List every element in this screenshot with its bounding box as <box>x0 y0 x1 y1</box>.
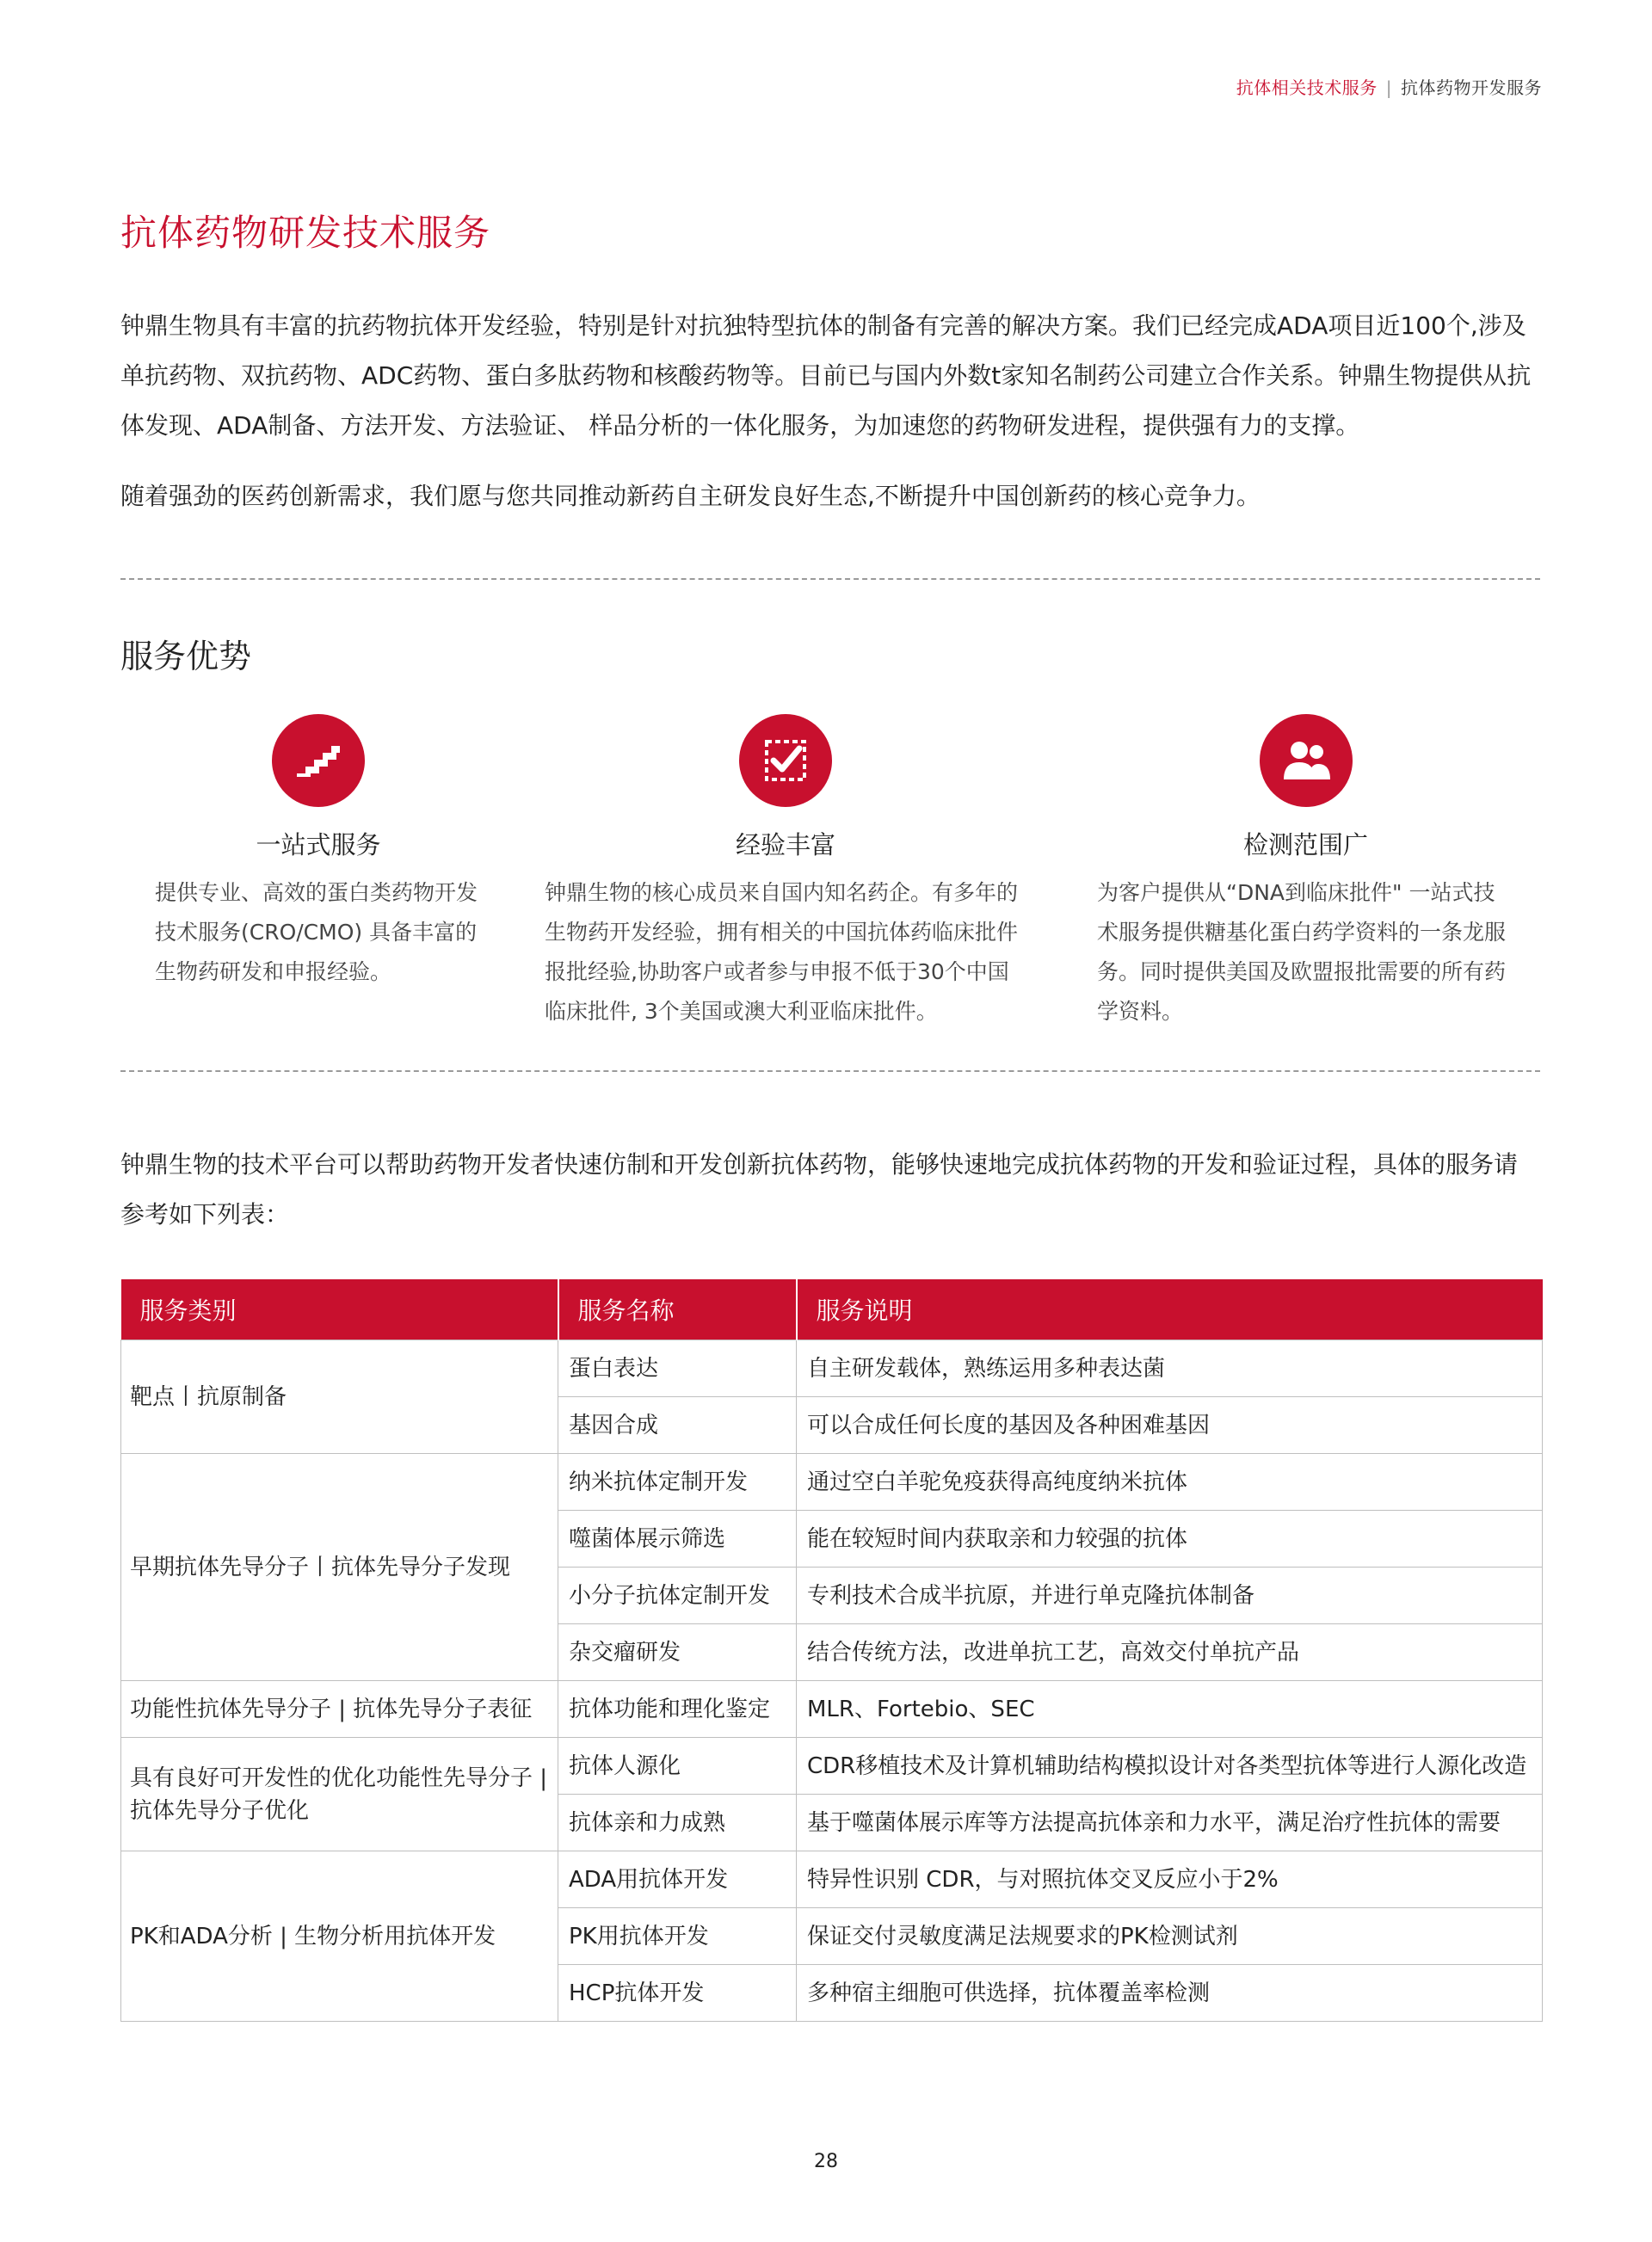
service-name: 抗体亲和力成熟 <box>558 1795 797 1851</box>
service-category: PK和ADA分析 | 生物分析用抗体开发 <box>121 1851 558 2022</box>
service-desc: 通过空白羊驼免疫获得高纯度纳米抗体 <box>797 1454 1543 1511</box>
stairs-icon <box>272 714 365 807</box>
platform-text: 钟鼎生物的技术平台可以帮助药物开发者快速仿制和开发创新抗体药物，能够快速地完成抗体药物的开发和验证过程，具体的服务请参考如下列表： <box>120 1150 1519 1229</box>
table-row <box>121 1738 1543 1795</box>
service-category: 具有良好可开发性的优化功能性先导分子 | 抗体先导分子优化 <box>121 1738 558 1851</box>
service-category: 功能性抗体先导分子 | 抗体先导分子表征 <box>121 1681 558 1738</box>
service-desc: 基于噬菌体展示库等方法提高抗体亲和力水平，满足治疗性抗体的需要 <box>797 1795 1543 1851</box>
table-row <box>121 1681 1543 1738</box>
advantage-item-experience <box>545 714 1026 1032</box>
service-name: 抗体人源化 <box>558 1738 797 1795</box>
service-name: 小分子抗体定制开发 <box>558 1568 797 1624</box>
dashed-divider <box>120 1070 1540 1072</box>
service-desc: 保证交付灵敏度满足法规要求的PK检测试剂 <box>797 1908 1543 1965</box>
service-category: 早期抗体先导分子丨抗体先导分子发现 <box>121 1454 558 1681</box>
breadcrumb <box>1236 74 1542 99</box>
service-name: 抗体功能和理化鉴定 <box>558 1681 797 1738</box>
service-name: ADA用抗体开发 <box>558 1851 797 1908</box>
page-title: 抗体药物研发技术服务 <box>120 212 491 254</box>
table-row <box>121 1340 1543 1397</box>
advantage-item-wide-range <box>1097 714 1514 1032</box>
service-name: 蛋白表达 <box>558 1340 797 1397</box>
advantage-desc: 为客户提供从“DNA到临床批件" 一站式技术服务提供糖基化蛋白药学资料的一条龙服务。同时提供美国及欧盟报批需要的所有药学资料。 <box>1097 880 1507 1024</box>
advantage-desc: 钟鼎生物的核心成员来自国内知名药企。有多年的生物药开发经验，拥有相关的中国抗体药临床批件报批经验,协助客户或者参与申报不低于30个中国临床批件, 3个美国或澳大利亚临床批件。 <box>545 880 1019 1024</box>
service-name: 纳米抗体定制开发 <box>558 1454 797 1511</box>
advantage-title: 经验丰富 <box>735 830 835 859</box>
table-row <box>121 1454 1543 1511</box>
service-desc: 特异性识别 CDR，与对照抗体交叉反应小于2% <box>797 1851 1543 1908</box>
service-desc: 结合传统方法，改进单抗工艺，高效交付单抗产品 <box>797 1624 1543 1681</box>
service-desc: 能在较短时间内获取亲和力较强的抗体 <box>797 1511 1543 1568</box>
people-icon <box>1260 714 1353 807</box>
column-header: 服务类别 <box>121 1279 558 1340</box>
column-header: 服务说明 <box>797 1279 1543 1340</box>
service-name: HCP抗体开发 <box>558 1965 797 2022</box>
checkbox-icon <box>739 714 832 807</box>
service-desc: 多种宿主细胞可供选择，抗体覆盖率检测 <box>797 1965 1543 2022</box>
service-table <box>120 1279 1543 2022</box>
breadcrumb-separator: | <box>1385 77 1392 98</box>
breadcrumb-section: 抗体相关技术服务 <box>1236 77 1378 98</box>
service-desc: 专利技术合成半抗原，并进行单克隆抗体制备 <box>797 1568 1543 1624</box>
intro-paragraph-2: 随着强劲的医药创新需求，我们愿与您共同推动新药自主研发良好生态,不断提升中国创新药的核心竞争力。 <box>120 482 1261 510</box>
breadcrumb-page: 抗体药物开发服务 <box>1401 77 1542 98</box>
advantage-item-one-stop <box>155 714 482 992</box>
intro-paragraph-1: 钟鼎生物具有丰富的抗药物抗体开发经验，特别是针对抗独特型抗体的制备有完善的解决方案。我们已经完成ADA项目近100个,涉及单抗药物、双抗药物、ADC药物、蛋白多肽药物和核酸药物等。目前已与国内外数t家知名制药公司建立合作关系。钟鼎生物提供从抗体发现、ADA制备、方法开发、方法验证、 样品分析的一体化服务，为加速您的药物研发进程，提供强有力的支撑。 <box>120 311 1532 440</box>
service-desc: MLR、Fortebio、SEC <box>797 1681 1543 1738</box>
advantage-title: 检测范围广 <box>1242 830 1368 859</box>
table-header-row <box>121 1279 1543 1340</box>
service-category: 靶点丨抗原制备 <box>121 1340 558 1454</box>
service-name: PK用抗体开发 <box>558 1908 797 1965</box>
service-desc: CDR移植技术及计算机辅助结构模拟设计对各类型抗体等进行人源化改造 <box>797 1738 1543 1795</box>
service-desc: 可以合成任何长度的基因及各种困难基因 <box>797 1397 1543 1454</box>
service-name: 基因合成 <box>558 1397 797 1454</box>
advantages-title: 服务优势 <box>120 637 252 675</box>
dashed-divider <box>120 578 1540 580</box>
intro-text <box>120 301 1540 521</box>
advantage-desc: 提供专业、高效的蛋白类药物开发技术服务(CRO/CMO) 具备丰富的生物药研发和申报经验。 <box>155 880 478 984</box>
service-name: 噬菌体展示筛选 <box>558 1511 797 1568</box>
page-number: 28 <box>814 2151 838 2172</box>
advantage-title: 一站式服务 <box>256 830 381 859</box>
service-desc: 自主研发载体，熟练运用多种表达菌 <box>797 1340 1543 1397</box>
service-name: 杂交瘤研发 <box>558 1624 797 1681</box>
column-header: 服务名称 <box>558 1279 797 1340</box>
table-row <box>121 1851 1543 1908</box>
